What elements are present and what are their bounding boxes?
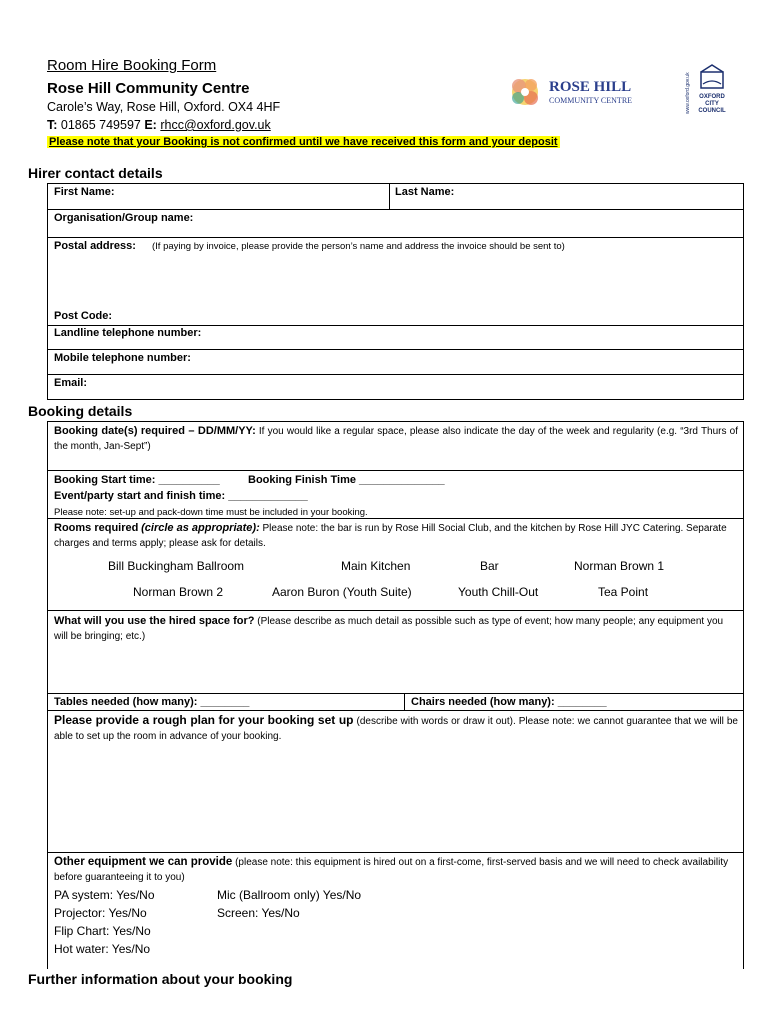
centre-address: Carole’s Way, Rose Hill, Oxford. OX4 4HF [47, 100, 281, 114]
further-info-heading: Further information about your booking [28, 971, 293, 987]
mobile-field[interactable]: Mobile telephone number: [54, 352, 191, 364]
postal-address-note: (If paying by invoice, please provide the person’s name and address the invoice should be sent to) [152, 241, 565, 252]
equip-flip-chart[interactable]: Flip Chart: Yes/No [54, 924, 151, 938]
landline-field[interactable]: Landline telephone number: [54, 327, 202, 339]
tables-needed-field[interactable]: Tables needed (how many): ________ [54, 696, 250, 708]
row-divider [47, 710, 744, 711]
room-option-youth-suite[interactable]: Aaron Buron (Youth Suite) [272, 585, 412, 599]
room-option-tea-point[interactable]: Tea Point [598, 585, 649, 599]
hirer-section-heading: Hirer contact details [28, 165, 163, 181]
contact-line [47, 118, 271, 132]
booking-dates-row[interactable] [54, 424, 738, 454]
event-time-field[interactable]: Event/party start and finish time: _____________ [54, 490, 308, 502]
space-use-row[interactable] [54, 614, 738, 644]
rooms-circle-label: (circle as appropriate): [141, 522, 260, 534]
row-divider [47, 209, 744, 210]
confirmation-notice: Please note that your Booking is not confirmed until we have received this form and your deposit [49, 136, 558, 148]
rose-hill-logo-line2: COMMUNITY CENTRE [549, 96, 633, 105]
row-divider [47, 693, 744, 694]
council-line3: COUNCIL [698, 108, 726, 114]
room-option-norman-brown-1[interactable]: Norman Brown 1 [574, 559, 665, 573]
start-time-field[interactable]: Booking Start time: __________ [54, 474, 220, 486]
rose-hill-logo-line1: ROSE HILL [549, 79, 632, 95]
room-option-youth-chill-out[interactable]: Youth Chill-Out [458, 585, 539, 599]
booking-section-heading: Booking details [28, 403, 133, 419]
space-use-label: What will you use the hired space for? [54, 615, 255, 627]
council-crest-icon [701, 65, 723, 88]
council-url: www.oxford.gov.uk [685, 72, 691, 114]
setup-plan-note: (describe with words or draw it out). Please note: we cannot guarantee that we will be able to set up the room in advance of your booking. [54, 716, 738, 742]
equip-screen[interactable]: Screen: Yes/No [217, 906, 300, 920]
council-line2: CITY [705, 101, 719, 107]
chairs-needed-field[interactable]: Chairs needed (how many): ________ [411, 696, 607, 708]
centre-name: Rose Hill Community Centre [47, 80, 250, 97]
equip-mic[interactable]: Mic (Ballroom only) Yes/No [217, 888, 362, 902]
rose-flower-icon [512, 79, 538, 105]
rooms-label: Rooms required [54, 522, 139, 534]
row-divider [47, 349, 744, 350]
row-divider [47, 470, 744, 471]
row-divider [47, 518, 744, 519]
other-equipment-label: Other equipment we can provide [54, 856, 233, 868]
first-name-field[interactable]: First Name: [54, 186, 115, 198]
oxford-council-logo [680, 62, 730, 120]
row-divider [47, 325, 744, 326]
rose-hill-logo [505, 70, 645, 114]
room-option-ballroom[interactable]: Bill Buckingham Ballroom [108, 559, 245, 573]
setup-plan-row[interactable] [54, 713, 738, 744]
organisation-field[interactable]: Organisation/Group name: [54, 212, 194, 224]
row-divider [47, 237, 744, 238]
phone-number: 01865 749597 [60, 118, 141, 132]
space-use-note: (Please describe as much detail as possible such as type of event; how many people; any equipment you will be bringing; etc.) [54, 616, 724, 642]
equip-projector[interactable]: Projector: Yes/No [54, 906, 147, 920]
form-title: Room Hire Booking Form [47, 57, 217, 74]
booking-dates-label: Booking date(s) required – DD/MM/YY: [54, 425, 256, 437]
rooms-required-row [54, 521, 738, 551]
email-link[interactable]: rhcc@oxford.gov.uk [160, 118, 271, 132]
other-equipment-note: (please note: this equipment is hired out on a first-come, first-served basis and we will need to check availability before guaranteeing it to you) [54, 857, 729, 883]
booking-dates-note: If you would like a regular space, please also indicate the day of the week and regularity (e.g. “3rd Thurs of the month, Jan-Sept”) [54, 426, 739, 452]
room-option-norman-brown-2[interactable]: Norman Brown 2 [133, 585, 224, 599]
setup-plan-label: Please provide a rough plan for your booking set up [54, 713, 354, 727]
row-divider [47, 852, 744, 853]
postal-address-field[interactable]: Postal address: [54, 240, 136, 252]
other-equipment-row [54, 855, 738, 885]
rooms-note: Please note: the bar is run by Rose Hill Social Club, and the kitchen by Rose Hill JYC Catering. Separate charges and terms apply; please ask for details. [54, 523, 727, 549]
row-divider [47, 374, 744, 375]
email-label: E: [144, 118, 157, 132]
room-option-main-kitchen[interactable]: Main Kitchen [341, 559, 411, 573]
equip-pa-system[interactable]: PA system: Yes/No [54, 888, 155, 902]
room-option-bar[interactable]: Bar [480, 559, 499, 573]
booking-details-table [47, 421, 744, 969]
row-divider [47, 610, 744, 611]
post-code-field[interactable]: Post Code: [54, 310, 113, 322]
name-divider [389, 183, 390, 209]
equip-hot-water[interactable]: Hot water: Yes/No [54, 942, 151, 956]
phone-label: T: [47, 118, 58, 132]
council-line1: OXFORD [699, 94, 725, 100]
tables-chairs-divider [404, 693, 405, 710]
last-name-field[interactable]: Last Name: [395, 186, 455, 198]
finish-time-field[interactable]: Booking Finish Time ______________ [248, 474, 445, 486]
setup-note: Please note: set-up and pack-down time must be included in your booking. [54, 507, 368, 518]
email-field[interactable]: Email: [54, 377, 88, 389]
